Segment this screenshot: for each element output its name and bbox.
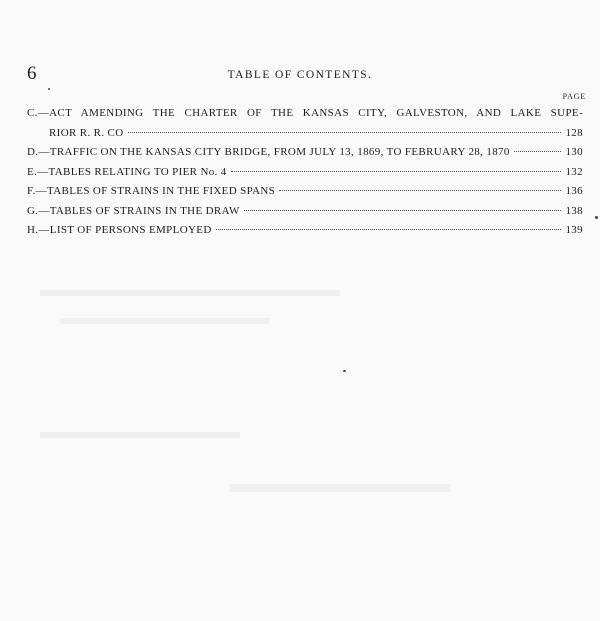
toc-entry-page: 139 [565, 224, 583, 236]
toc-entry-g [27, 202, 583, 222]
page-number: 6 [27, 63, 37, 84]
page-title: TABLE OF CONTENTS. [227, 69, 373, 81]
dust-speck [595, 216, 598, 219]
bleed-through-mark [40, 290, 340, 296]
toc-entry-title: G.—TABLES OF STRAINS IN THE DRAW [27, 204, 240, 217]
dot-leader [279, 190, 561, 191]
toc-entry-page: 138 [565, 204, 583, 217]
page-column-header: PAGE [562, 92, 586, 101]
toc-entry-title-line2: RIOR R. R. CO [49, 126, 124, 139]
toc-entry-page: 136 [565, 185, 583, 197]
dot-leader [514, 151, 562, 152]
toc-entry-d [27, 143, 583, 163]
dot-leader [216, 229, 562, 230]
table-of-contents [27, 104, 583, 241]
toc-entry-e [27, 163, 583, 183]
toc-entry-title-line1: C.—ACT AMENDING THE CHARTER OF THE KANSAS CITY, GALVESTON, AND LAKE SUPE- [27, 107, 583, 119]
dot-leader [231, 171, 562, 172]
toc-entry-title: H.—LIST OF PERSONS EMPLOYED [27, 224, 212, 236]
toc-entry-page: 132 [565, 165, 583, 178]
dust-speck [48, 88, 50, 90]
toc-entry-title: E.—TABLES RELATING TO PIER No. 4 [27, 165, 227, 178]
toc-entry-f [27, 182, 583, 202]
toc-entry-h [27, 221, 583, 241]
dot-leader [244, 210, 562, 211]
bleed-through-mark [40, 432, 240, 438]
toc-entry-title: F.—TABLES OF STRAINS IN THE FIXED SPANS [27, 185, 276, 197]
dust-speck [343, 370, 346, 372]
toc-entry-c [27, 104, 583, 143]
dot-leader [128, 132, 562, 133]
toc-entry-page: 130 [565, 146, 583, 158]
toc-entry-title: D.—TRAFFIC ON THE KANSAS CITY BRIDGE, FROM JULY 13, 1869, TO FEBRUARY 28, 1870 [27, 146, 510, 158]
bleed-through-mark [60, 318, 270, 324]
bleed-through-mark [230, 484, 450, 492]
toc-entry-continuation [27, 124, 583, 144]
toc-entry-page: 128 [565, 126, 583, 139]
